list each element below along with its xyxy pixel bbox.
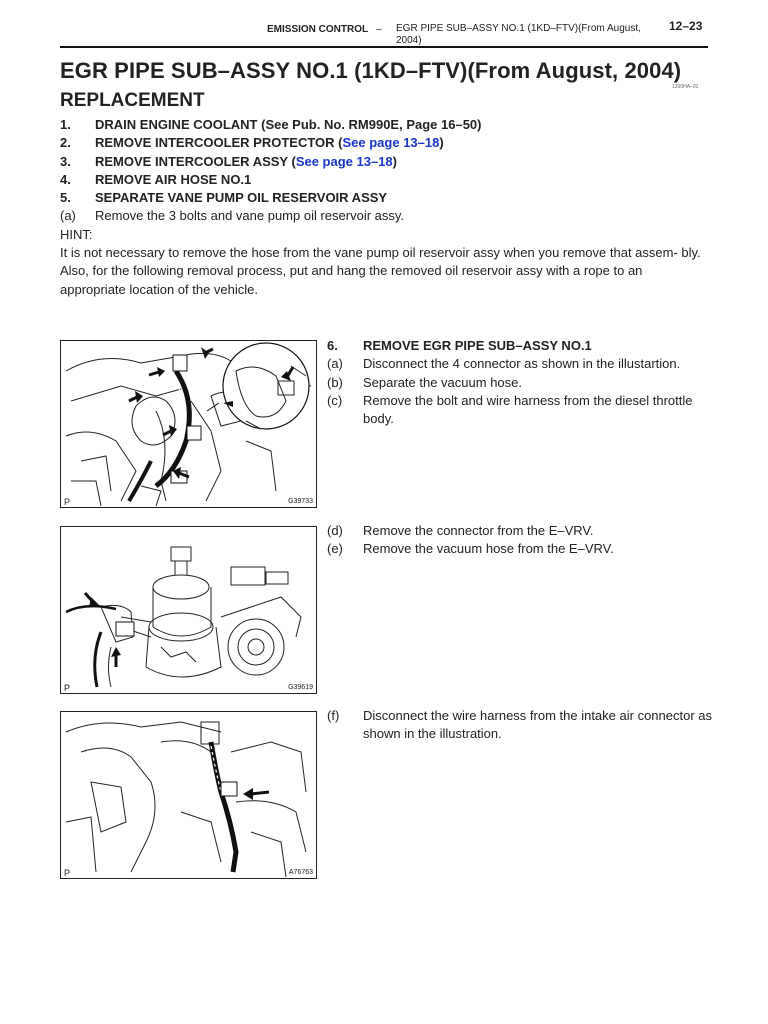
steps-list — [60, 116, 710, 299]
step-4 — [60, 171, 710, 189]
figure-p-mark: P — [64, 868, 71, 878]
step-text-close: ) — [439, 135, 444, 151]
substep-text: Remove the vacuum hose from the E–VRV. — [363, 541, 614, 557]
figure-p-mark: P — [64, 497, 71, 507]
figure-1-illustration — [61, 341, 316, 507]
step-text: REMOVE AIR HOSE NO.1 — [95, 171, 252, 187]
substep-number: (a) — [327, 356, 343, 372]
step-text: DRAIN ENGINE COOLANT (See Pub. No. RM990E, Page 16–50) — [95, 117, 482, 132]
substep-text: Disconnect the 4 connector as shown in the illustartion. — [363, 356, 681, 372]
see-page-link[interactable]: See page 13–18 — [342, 135, 440, 151]
step-3 — [60, 153, 710, 171]
header-section: EMISSION CONTROL — [267, 24, 369, 35]
step-6 — [327, 337, 712, 355]
page-number: 12–23 — [669, 19, 703, 33]
substep-number: (a) — [60, 208, 76, 224]
figure-2-illustration — [61, 527, 316, 693]
substep-number: (f) — [327, 708, 340, 723]
step-number: 3. — [60, 153, 71, 169]
step-6-substep-f — [327, 707, 712, 744]
hint-label: HINT: — [60, 226, 93, 242]
step-text: REMOVE INTERCOOLER PROTECTOR ( — [95, 135, 343, 151]
step-text: REMOVE INTERCOOLER ASSY ( — [95, 153, 296, 169]
step-text-close: ) — [392, 153, 398, 169]
figure-2 — [60, 526, 317, 694]
step-number: 4. — [60, 171, 71, 187]
step-text: SEPARATE VANE PUMP OIL RESERVOIR ASSY — [95, 190, 388, 206]
substep-number: (d) — [327, 523, 343, 538]
substep-text: Remove the 3 bolts and vane pump oil reservoir assy. — [95, 208, 405, 224]
step-6-substep-b — [327, 374, 712, 392]
figure-id: A76763 — [288, 869, 313, 876]
step-6-block-1 — [327, 337, 712, 428]
see-page-link[interactable]: See page 13–18 — [295, 153, 393, 169]
substep-number: (e) — [327, 541, 343, 557]
step-5 — [60, 189, 710, 207]
substep-number: (c) — [327, 392, 343, 408]
figure-3-illustration — [61, 712, 316, 878]
step-1 — [60, 116, 710, 134]
header-rule — [60, 46, 708, 48]
step-6-substep-e — [327, 540, 712, 558]
step-number: 6. — [327, 338, 338, 353]
step-text: REMOVE EGR PIPE SUB–ASSY NO.1 — [363, 338, 592, 353]
substep-text: Remove the bolt and wire harness from the diesel throttle body. — [363, 392, 693, 427]
substep-text: Disconnect the wire harness from the intake air connector as shown in the illustration. — [363, 708, 713, 742]
figure-id: G39619 — [288, 684, 313, 691]
doc-code: 1200HA–01 — [672, 84, 699, 90]
hint-text: It is not necessary to remove the hose from the vane pump oil reservoir assy when you remove that assem- bly. Also, for the following removal process, put and hang the removed oil reservoir assy with a rope to an appropriate location of the vehicle. — [60, 245, 701, 297]
step-6-substep-c — [327, 392, 712, 429]
substep-text: Remove the connector from the E–VRV. — [363, 523, 594, 538]
figure-3 — [60, 711, 317, 879]
step-number: 2. — [60, 135, 71, 151]
step-6-substep-d — [327, 522, 712, 540]
figure-p-mark: P — [64, 683, 71, 693]
step-2 — [60, 134, 710, 152]
figure-id: G39733 — [288, 498, 313, 505]
section-subtitle: REPLACEMENT — [60, 90, 205, 111]
figure-1 — [60, 340, 317, 508]
step-number: 5. — [60, 190, 71, 206]
page-title: EGR PIPE SUB–ASSY NO.1 (1KD–FTV)(From August, 2004) — [60, 58, 682, 83]
header-title: EGR PIPE SUB–ASSY NO.1 (1KD–FTV)(From August, 2004) — [396, 23, 641, 46]
step-6-block-2 — [327, 522, 712, 559]
step-6-block-3 — [327, 707, 712, 744]
substep-text: Separate the vacuum hose. — [363, 374, 522, 390]
step-number: 1. — [60, 117, 71, 132]
substep-number: (b) — [327, 374, 343, 390]
step-5-substep-a — [60, 207, 710, 225]
header-dash: – — [376, 24, 382, 35]
step-6-substep-a — [327, 355, 712, 373]
